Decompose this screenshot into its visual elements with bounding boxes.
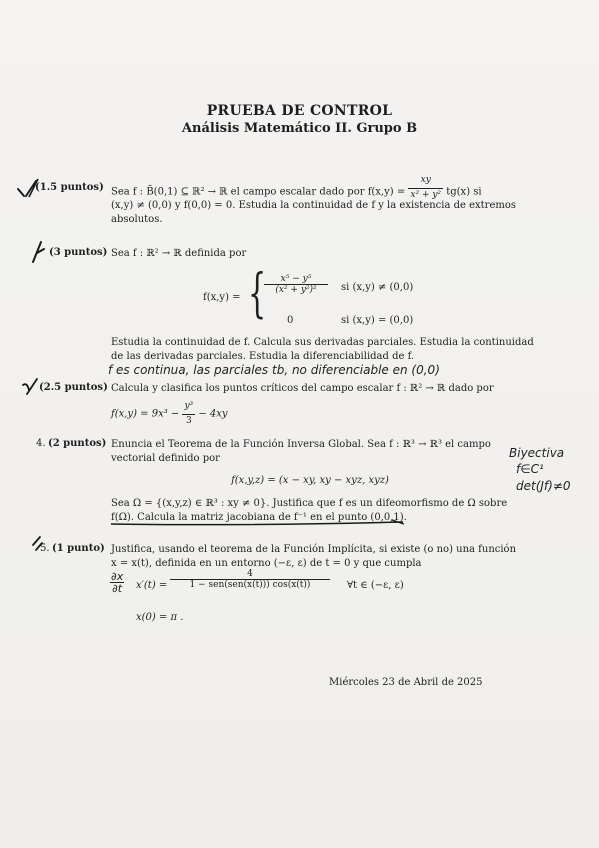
q5-line1: Justifica, usando el teorema de la Función Implícita, si existe (o no) una función [111,544,517,555]
q5-points: (1 punto) [52,543,105,554]
q4-formula: f(x,y,z) = (x − xy, xy − xyz, xyz) [231,475,389,486]
q4-line1: Enuncia el Teorema de la Función Inversa Global. Sea f : ℝ³ → ℝ³ el campo [111,439,491,450]
q5-frac-num: 4 [170,569,330,580]
handwritten-note-q2: f es continua, las parciales tb, no diferenciable en (0,0) [108,363,440,377]
q4-points: (2 puntos) [48,438,107,449]
handwritten-dxdt-den: ∂t [112,582,123,595]
q5-lhs: x′(t) = [136,580,168,591]
margin-note-c1: f∈C¹ [516,462,544,476]
q2-points: (3 puntos) [49,247,108,258]
q4-line3: Sea Ω = {(x,y,z) ∈ ℝ³ : xy ≠ 0}. Justifica que f es un difeomorfismo de Ω sobre [111,498,508,509]
q2-line1: Estudia la continuidad de f. Calcula sus derivadas parciales. Estudia la continuidad [111,337,534,348]
q4-line4b: Calcula la matriz jacobiana de f⁻¹ en el punto (0,0,1). [137,512,407,523]
q5-frac-den: 1 − sen(sen(x(t))) cos(x(t)) [189,580,311,590]
q3-frac-num: y³ [182,400,195,415]
q3-formula-b: − 4xy [198,408,228,420]
q5-initial-condition: x(0) = π . [136,612,184,623]
slash-mark-q2 [33,242,44,262]
q3-frac-den: 3 [185,415,192,426]
slash-mark-q3 [23,379,37,394]
q2-case1-num: x⁵ − y⁵ [264,274,328,285]
q4-number: 4. [36,438,46,449]
q2-case1-den: (x² + y²)² [275,285,317,295]
q1-points: (1.5 puntos) [35,182,104,193]
q5-number: 5. [40,543,50,554]
q5-condition: ∀t ∈ (−ε, ε) [347,580,404,591]
q2-case1-cond: si (x,y) ≠ (0,0) [341,282,414,293]
q2-intro: Sea f : ℝ² → ℝ definida por [111,248,247,259]
exam-title: PRUEBA DE CONTROL [206,103,393,119]
q3-formula-a: f(x,y) = 9x³ − [111,408,180,420]
q3-line1: Calcula y clasifica los puntos críticos del campo escalar f : ℝ² → ℝ dado por [111,383,494,394]
handwritten-dxdt-num: ∂x [111,570,124,583]
q4-line4a: f(Ω). [111,512,134,523]
exam-date: Miércoles 23 de Abril de 2025 [329,677,483,688]
q2-lhs: f(x,y) = [203,292,241,303]
q5-line2: x = x(t), definida en un entorno (−ε, ε) de t = 0 y que cumpla [111,558,422,569]
q2-case2-cond: si (x,y) = (0,0) [341,315,414,326]
q1-line3: absolutos. [111,214,163,225]
q3-points: (2.5 puntos) [39,382,108,393]
q2-case2-val: 0 [287,315,294,326]
q1-line1-end: tg(x) si [446,186,482,198]
q1-frac-num: xy [408,174,443,189]
margin-note-biyectiva: Biyectiva [509,446,565,460]
exam-subtitle: Análisis Matemático II. Grupo B [181,121,418,136]
q2-line2: de las derivadas parciales. Estudia la diferenciabilidad de f. [111,351,415,362]
underline-q4 [111,522,403,525]
q2-left-brace: { [248,264,267,324]
slash-mark-q5 [33,537,42,550]
q1-line2: (x,y) ≠ (0,0) y f(0,0) = 0. Estudia la continuidad de f y la existencia de extremos [111,200,517,211]
q1-frac-den: x² + y² [410,189,442,200]
q4-line2: vectorial definido por [111,453,220,464]
q1-line1-text: Sea f : B̄(0,1) ⊆ ℝ² → ℝ el campo escalar dado por f(x,y) = [111,186,406,198]
margin-note-det: det(Jf)≠0 [516,479,571,493]
